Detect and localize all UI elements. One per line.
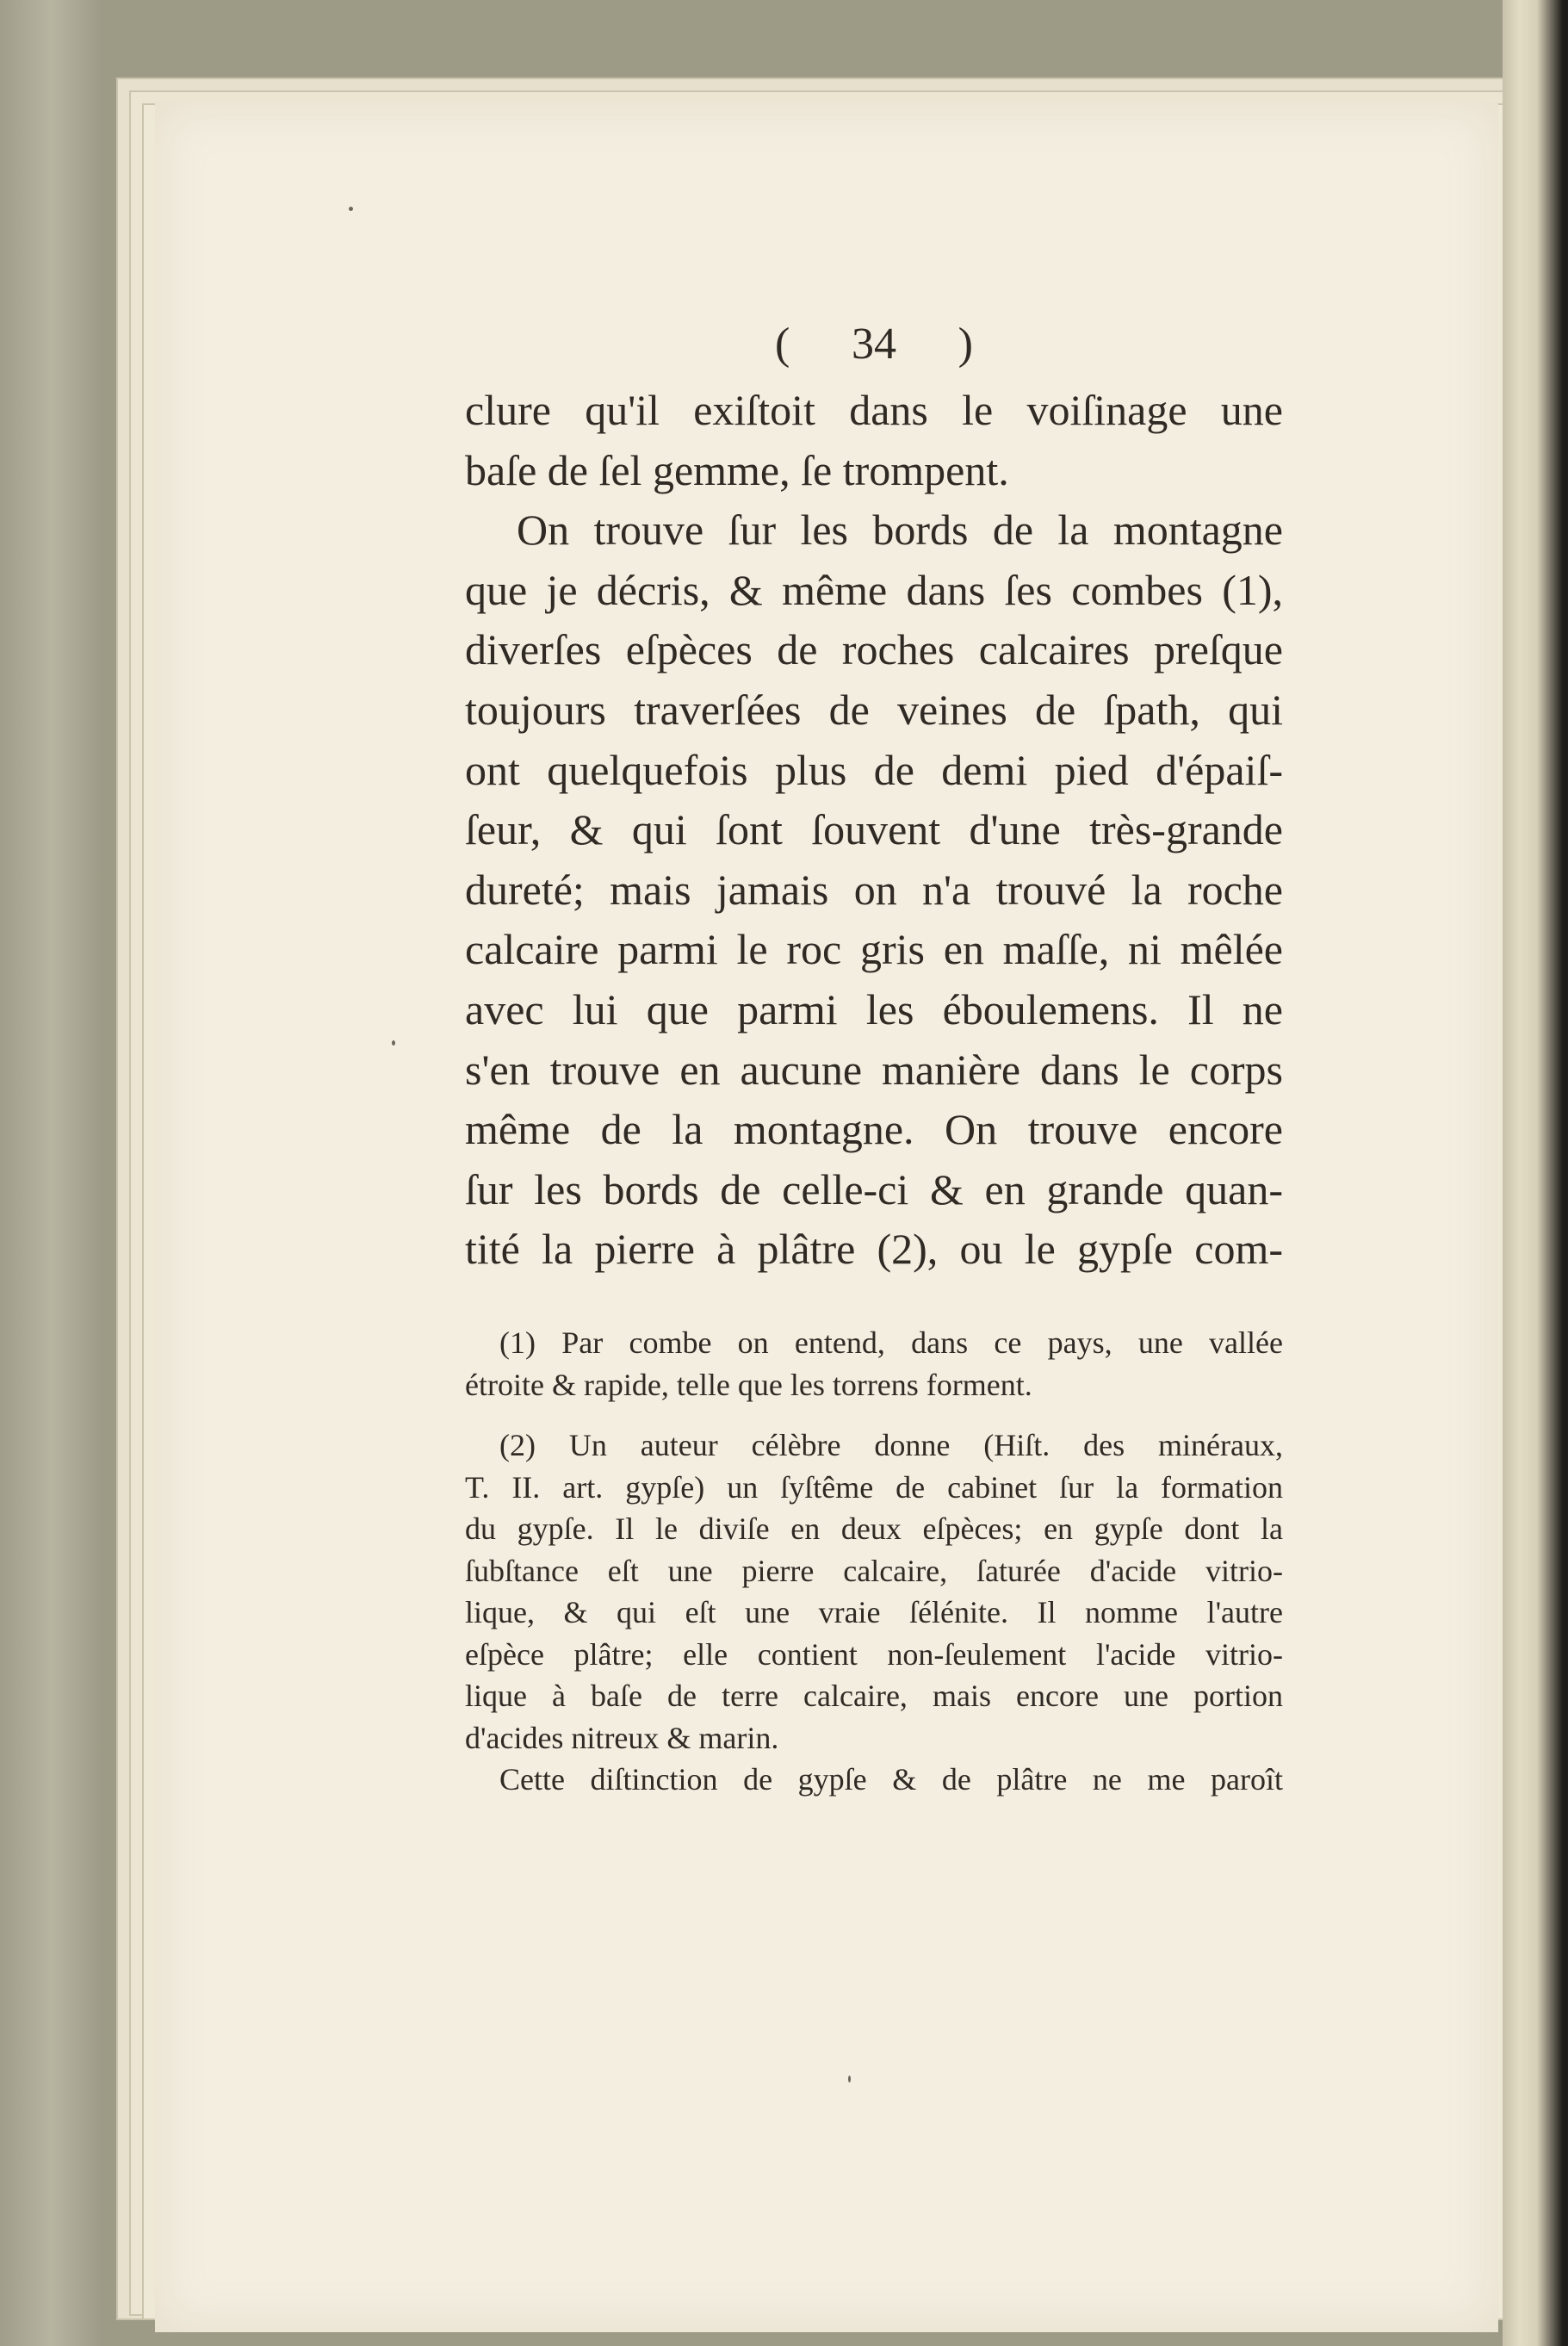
- footnotes: [465, 1322, 1283, 1801]
- body-line: que je décris, & même dans ſes combes (1),: [465, 565, 1283, 614]
- footnote-1-line: (1) Par combe on entend, dans ce pays, une vallée: [499, 1325, 1283, 1360]
- paper-speck: [392, 1040, 395, 1046]
- page-number-open: (: [775, 320, 790, 369]
- page-number: [775, 319, 973, 369]
- body-line: baſe de ſel gemme, ſe trompent.: [465, 445, 1009, 494]
- body-line: même de la montagne. On trouve encore: [465, 1105, 1283, 1154]
- body-line: ſeur, & qui ſont ſouvent d'une très-grande: [465, 805, 1283, 854]
- footnote-2-line: eſpèce plâtre; elle contient non-ſeulement l'acide vitrio-: [465, 1636, 1283, 1672]
- footnote-2-line: lique, & qui eſt une vraie ſélénite. Il nomme l'autre: [465, 1595, 1283, 1629]
- body-line: calcaire parmi le roc gris en maſſe, ni mêlée: [465, 925, 1283, 974]
- body-line: tité la pierre à plâtre (2), ou le gypſe com-: [465, 1225, 1283, 1274]
- footnote-2-line: du gypſe. Il le diviſe en deux eſpèces; en gypſe dont la: [465, 1511, 1283, 1546]
- footnote-2-line: (2) Un auteur célèbre donne (Hiſt. des minéraux,: [499, 1428, 1283, 1462]
- footnote-2-line: T. II. art. gypſe) un ſyſtême de cabinet ſur la formation: [465, 1469, 1283, 1505]
- body-line: toujours traverſées de veines de ſpath, qui: [465, 685, 1283, 734]
- body-text: [465, 381, 1283, 1280]
- body-line: ont quelquefois plus de demi pied d'épaiſ-: [465, 745, 1283, 794]
- paper-speck: [848, 2076, 851, 2082]
- body-line: dureté; mais jamais on n'a trouvé la roche: [465, 865, 1283, 914]
- body-line: clure qu'il exiſtoit dans le voiſinage une: [465, 386, 1283, 434]
- footnote-2-line: ſubſtance eſt une pierre calcaire, ſaturée d'acide vitrio-: [465, 1553, 1283, 1588]
- footnote-continuation-line: Cette diſtinction de gypſe & de plâtre ne me paroît: [499, 1762, 1283, 1797]
- footnote-2-line: lique à baſe de terre calcaire, mais encore une portion: [465, 1679, 1283, 1713]
- page-number-close: ): [958, 320, 973, 369]
- page-binding-edge: [1503, 0, 1568, 2346]
- body-line: avec lui que parmi les éboulemens. Il ne: [465, 984, 1283, 1033]
- paper-speck: [349, 207, 353, 211]
- page-number-value: 34: [852, 320, 896, 369]
- footnote-2-line: d'acides nitreux & marin.: [465, 1720, 779, 1755]
- footnote-1-line: étroite & rapide, telle que les torrens forment.: [465, 1367, 1032, 1402]
- body-line: On trouve ſur les bords de la montagne: [517, 506, 1283, 555]
- body-line: ſur les bords de celle-ci & en grande quan-: [465, 1164, 1283, 1213]
- body-line: diverſes eſpèces de roches calcaires preſque: [465, 625, 1283, 674]
- body-line: s'en trouve en aucune manière dans le corps: [465, 1045, 1283, 1094]
